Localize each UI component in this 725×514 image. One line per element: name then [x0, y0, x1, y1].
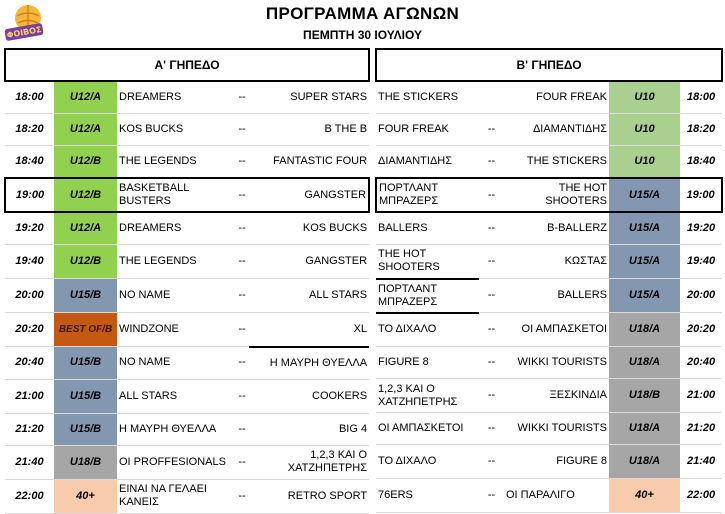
away-team: FOUR FREAK	[504, 81, 609, 114]
category-badge: U18/B	[609, 379, 680, 413]
home-team: ΟΙ ΑΜΠΑΣΚΕΤΟΙ	[376, 413, 479, 445]
match-row	[5, 212, 369, 245]
category-badge: U18/A	[609, 413, 680, 445]
match-time: 22:00	[5, 479, 54, 513]
away-team: XL	[249, 313, 369, 347]
away-team: THE STICKERS	[504, 146, 609, 179]
away-team: WIKKI TOURISTS	[504, 413, 609, 445]
vs-dash: --	[479, 212, 504, 245]
match-row	[5, 178, 369, 212]
match-time: 21:00	[680, 379, 722, 413]
away-team: ALL STARS	[249, 279, 369, 313]
home-team: ALL STARS	[117, 379, 235, 413]
match-time: 18:00	[5, 81, 54, 114]
match-row	[376, 212, 722, 245]
match-row	[376, 245, 722, 279]
match-row	[5, 81, 369, 114]
vs-dash: --	[479, 245, 504, 279]
home-team: ΠΟΡΤΛΑΝΤ ΜΠΡΑΖΕΡΣ	[376, 279, 479, 313]
away-team: GANGSTER	[249, 245, 369, 279]
category-badge: U15/A	[609, 212, 680, 245]
match-row	[5, 445, 369, 479]
vs-dash: --	[479, 379, 504, 413]
match-time: 22:00	[680, 479, 722, 513]
category-badge: U15/B	[54, 413, 117, 445]
match-time: 20:00	[680, 279, 722, 313]
match-row	[5, 413, 369, 445]
page-title: ΠΡΟΓΡΑΜΜΑ ΑΓΩΝΩΝ	[265, 4, 460, 23]
match-time: 20:20	[680, 313, 722, 347]
home-team: DREAMERS	[117, 212, 235, 245]
match-time: 20:40	[680, 347, 722, 379]
home-team: THE HOT SHOOTERS	[376, 245, 479, 279]
away-team: B-BALLERZ	[504, 212, 609, 245]
away-team: 1,2,3 ΚΑΙ Ο ΧΑΤΖΗΠΕΤΡΗΣ	[249, 445, 369, 479]
match-row	[376, 178, 722, 212]
category-badge: U10	[609, 114, 680, 146]
match-row	[5, 347, 369, 380]
home-team: FIGURE 8	[376, 347, 479, 379]
match-time: 18:20	[5, 114, 54, 146]
away-team: WIKKI TOURISTS	[504, 347, 609, 379]
vs-dash: --	[479, 445, 504, 479]
match-row	[5, 313, 369, 347]
category-badge: 40+	[54, 479, 117, 513]
vs-dash: --	[235, 445, 249, 479]
home-team: 76ERS	[376, 479, 479, 513]
match-row	[376, 146, 722, 179]
away-team: ΔΙΑΜΑΝΤΙΔΗΣ	[504, 114, 609, 146]
match-time: 19:40	[5, 245, 54, 279]
match-time: 21:40	[680, 445, 722, 479]
match-row	[376, 379, 722, 413]
vs-dash: --	[235, 146, 249, 179]
match-row	[5, 146, 369, 179]
home-team: NO NAME	[117, 347, 235, 380]
away-team: ΟΙ ΠΑΡΑΛΙΓΟ	[504, 479, 609, 513]
away-team: Η ΜΑΥΡΗ ΘΥΕΛΛΑ	[249, 347, 369, 380]
vs-dash: --	[479, 279, 504, 313]
match-row	[376, 114, 722, 146]
category-badge: U10	[609, 146, 680, 179]
away-team: RETRO SPORT	[249, 479, 369, 513]
match-time: 18:00	[680, 81, 722, 114]
match-row	[376, 445, 722, 479]
category-badge: U15/B	[54, 347, 117, 380]
vs-dash: --	[479, 347, 504, 379]
away-team: THE HOT SHOOTERS	[504, 178, 609, 212]
vs-dash	[479, 81, 504, 114]
category-badge: U12/A	[54, 212, 117, 245]
home-team: THE LEGENDS	[117, 146, 235, 179]
match-row	[5, 479, 369, 513]
vs-dash: --	[235, 114, 249, 146]
home-team: 1,2,3 ΚΑΙ Ο ΧΑΤΖΗΠΕΤΡΗΣ	[376, 379, 479, 413]
category-badge: U15/B	[54, 379, 117, 413]
away-team: B THE B	[249, 114, 369, 146]
vs-dash: --	[479, 114, 504, 146]
home-team: ΤΟ ΔΙΧΑΛΟ	[376, 445, 479, 479]
vs-dash: --	[235, 379, 249, 413]
home-team: KOS BUCKS	[117, 114, 235, 146]
category-badge: U15/A	[609, 279, 680, 313]
match-time: 19:40	[680, 245, 722, 279]
category-badge: U12/B	[54, 146, 117, 179]
home-team: BALLERS	[376, 212, 479, 245]
match-row	[376, 413, 722, 445]
home-team: ΤΟ ΔΙΧΑΛΟ	[376, 313, 479, 347]
category-badge: U15/A	[609, 245, 680, 279]
away-team: BIG 4	[249, 413, 369, 445]
category-badge: U15/B	[54, 279, 117, 313]
vs-dash: --	[235, 245, 249, 279]
vs-dash: --	[235, 347, 249, 380]
match-row	[376, 279, 722, 313]
category-badge: U12/B	[54, 178, 117, 212]
away-team: KOS BUCKS	[249, 212, 369, 245]
home-team: THE LEGENDS	[117, 245, 235, 279]
vs-dash: --	[235, 279, 249, 313]
match-row	[376, 479, 722, 513]
vs-dash: --	[235, 313, 249, 347]
category-badge: U10	[609, 81, 680, 114]
away-team: FANTASTIC FOUR	[249, 146, 369, 179]
away-team: BALLERS	[504, 279, 609, 313]
away-team: ΟΙ ΑΜΠΑΣΚΕΤΟΙ	[504, 313, 609, 347]
vs-dash: --	[479, 178, 504, 212]
vs-dash: --	[479, 479, 504, 513]
page-subtitle: ΠΕΜΠΤΗ 30 ΙΟΥΛΙΟΥ	[303, 28, 422, 42]
home-team: BASKETBALL BUSTERS	[117, 178, 235, 212]
category-badge: U18/B	[54, 445, 117, 479]
category-badge: U12/B	[54, 245, 117, 279]
category-badge: U18/A	[609, 445, 680, 479]
match-time: 19:00	[680, 178, 722, 212]
home-team: FOUR FREAK	[376, 114, 479, 146]
away-team: ΞΕΣΚΙΝΔΙΑ	[504, 379, 609, 413]
match-time: 19:20	[680, 212, 722, 245]
court-a-schedule	[4, 48, 370, 514]
match-row	[5, 279, 369, 313]
match-time: 19:20	[5, 212, 54, 245]
match-time: 20:40	[5, 347, 54, 380]
category-badge: U18/A	[609, 313, 680, 347]
match-time: 20:00	[5, 279, 54, 313]
home-team: ΔΙΑΜΑΝΤΙΔΗΣ	[376, 146, 479, 179]
vs-dash: --	[235, 178, 249, 212]
match-time: 20:20	[5, 313, 54, 347]
match-row	[5, 114, 369, 146]
match-row	[376, 81, 722, 114]
home-team: THE STICKERS	[376, 81, 479, 114]
match-time: 21:40	[5, 445, 54, 479]
vs-dash: --	[235, 212, 249, 245]
vs-dash: --	[479, 413, 504, 445]
match-row	[376, 313, 722, 347]
vs-dash: --	[235, 81, 249, 114]
match-time: 21:20	[680, 413, 722, 445]
match-row	[5, 379, 369, 413]
category-badge: U15/A	[609, 178, 680, 212]
away-team: COOKERS	[249, 379, 369, 413]
home-team: WINDZONE	[117, 313, 235, 347]
category-badge: U18/A	[609, 347, 680, 379]
svg-text:ΦΟΙΒΟΣ: ΦΟΙΒΟΣ	[6, 25, 43, 40]
home-team: DREAMERS	[117, 81, 235, 114]
match-row	[5, 245, 369, 279]
category-badge: U12/A	[54, 114, 117, 146]
away-team: SUPER STARS	[249, 81, 369, 114]
away-team: FIGURE 8	[504, 445, 609, 479]
home-team: NO NAME	[117, 279, 235, 313]
home-team: Η ΜΑΥΡΗ ΘΥΕΛΛΑ	[117, 413, 235, 445]
home-team: ΟΙ PROFFESIONALS	[117, 445, 235, 479]
match-time: 18:40	[5, 146, 54, 179]
court-a-header: Α' ΓΗΠΕΔΟ	[5, 49, 369, 81]
match-time: 18:20	[680, 114, 722, 146]
court-b-schedule	[375, 48, 723, 513]
vs-dash: --	[235, 413, 249, 445]
away-team: ΚΩΣΤΑΣ	[504, 245, 609, 279]
vs-dash: --	[479, 146, 504, 179]
category-badge: 40+	[609, 479, 680, 513]
court-b-header: Β' ΓΗΠΕΔΟ	[376, 49, 722, 81]
home-team: ΕΙΝΑΙ ΝΑ ΓΕΛΑΕΙ ΚΑΝΕΙΣ	[117, 479, 235, 513]
category-badge: U12/A	[54, 81, 117, 114]
match-time: 18:40	[680, 146, 722, 179]
match-time: 21:20	[5, 413, 54, 445]
vs-dash: --	[235, 479, 249, 513]
vs-dash: --	[479, 313, 504, 347]
match-row	[376, 347, 722, 379]
away-team: GANGSTER	[249, 178, 369, 212]
home-team: ΠΟΡΤΛΑΝΤ ΜΠΡΑΖΕΡΣ	[376, 178, 479, 212]
match-time: 21:00	[5, 379, 54, 413]
category-badge: BEST OF/B	[54, 313, 117, 347]
match-time: 19:00	[5, 178, 54, 212]
